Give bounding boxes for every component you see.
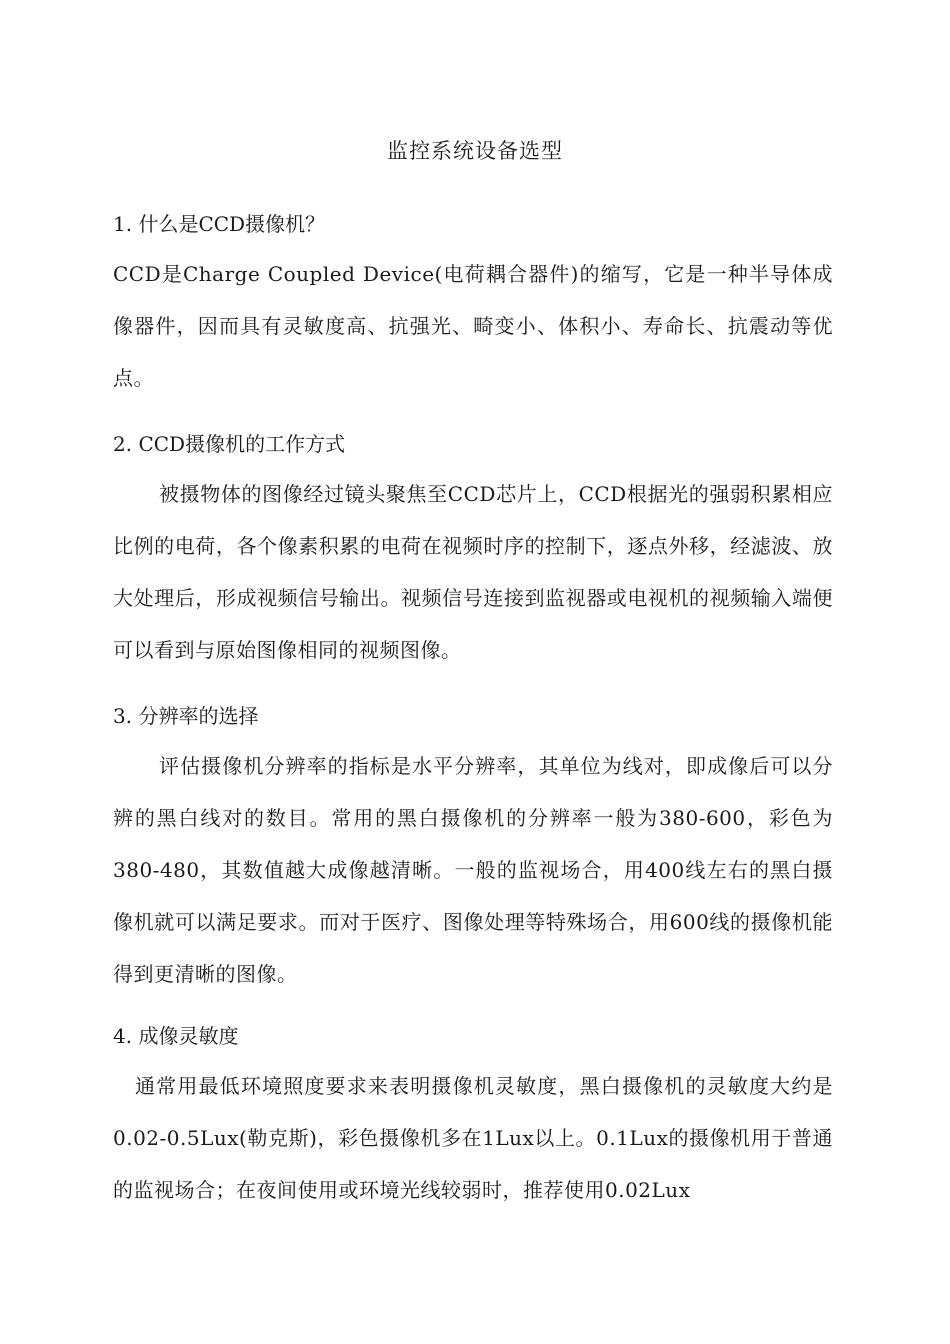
section-1-body: CCD是Charge Coupled Device(电荷耦合器件)的缩写，它是一种半导体成像器件，因而具有灵敏度高、抗强光、畸变小、体积小、寿命长、抗震动等优点。 — [113, 262, 833, 390]
section-3-body: 评估摄像机分辨率的指标是水平分辨率，其单位为线对，即成像后可以分辨的黑白线对的数目。常用的黑白摄像机的分辨率一般为380-600，彩色为380-480，其数值越大成像越清晰。一般的监视场合，用400线左右的黑白摄像机就可以满足要求。而对于医疗、图像处理等特殊场合，用600线的摄像机能得到更清晰的图像。 — [113, 754, 833, 986]
section-4-heading: 4. 成像灵敏度 — [113, 1024, 239, 1048]
section-2-heading: 2. CCD摄像机的工作方式 — [113, 432, 346, 456]
section-2-body: 被摄物体的图像经过镜头聚焦至CCD芯片上，CCD根据光的强弱积累相应比例的电荷，各个像素积累的电荷在视频时序的控制下，逐点外移，经滤波、放大处理后，形成视频信号输出。视频信号连接到监视器或电视机的视频输入端便可以看到与原始图像相同的视频图像。 — [113, 482, 833, 662]
section-4-body: 通常用最低环境照度要求来表明摄像机灵敏度，黑白摄像机的灵敏度大约是0.02-0.5Lux(勒克斯)，彩色摄像机多在1Lux以上。0.1Lux的摄像机用于普通的监视场合；在夜间使用或环境光线较弱时，推荐使用0.02Lux — [113, 1074, 833, 1202]
document-title: 监控系统设备选型 — [387, 139, 563, 163]
section-1-heading: 1. 什么是CCD摄像机？ — [113, 212, 326, 236]
section-3-heading: 3. 分辨率的选择 — [113, 704, 259, 728]
